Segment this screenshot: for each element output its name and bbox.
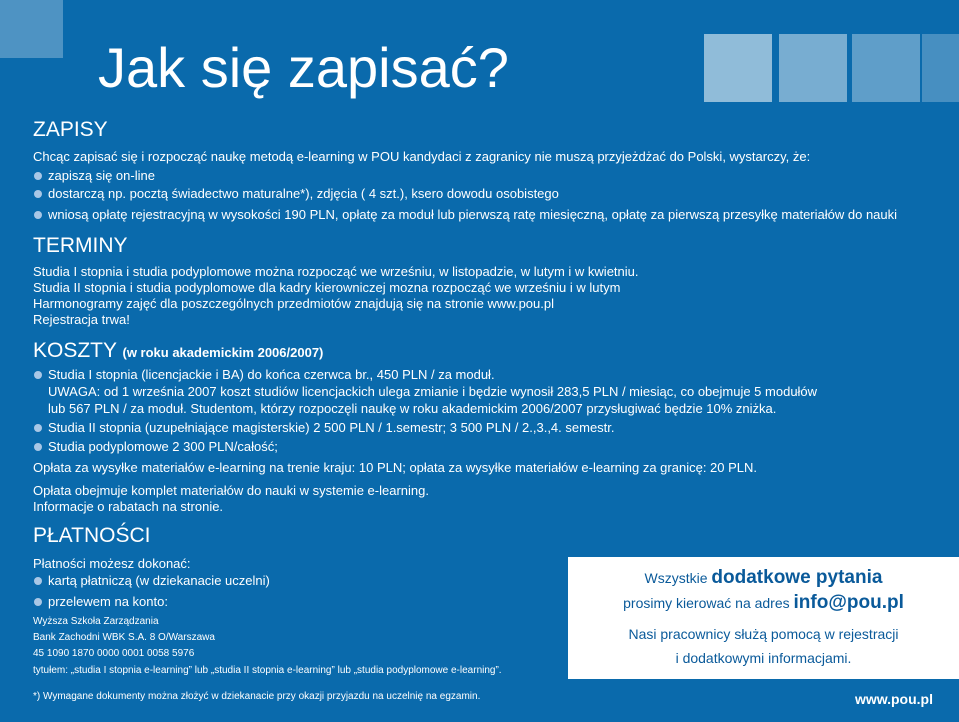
bullet-icon bbox=[34, 190, 42, 198]
page-title: Jak się zapisać? bbox=[98, 36, 509, 99]
contact-line-3: Nasi pracownicy służą pomocą w rejestracji bbox=[628, 626, 899, 642]
website-link[interactable]: www.pou.pl bbox=[854, 691, 933, 707]
bank-branch: Bank Zachodni WBK S.A. 8 O/Warszawa bbox=[33, 632, 215, 643]
bullet-icon bbox=[34, 371, 42, 379]
contact-line-1 bbox=[568, 567, 959, 589]
terminy-line-1: Studia I stopnia i studia podyplomowe można rozpocząć we wrześniu, w listopadzie, w lutym i w kwietniu. bbox=[33, 264, 639, 279]
terminy-line-2: Studia II stopnia i studia podyplomowe dla kadry kierowniczej mozna rozpocząć we wrześniu i w lutym bbox=[33, 280, 621, 295]
koszty-item-2: Studia II stopnia (uzupełniające magisterskie) 2 500 PLN / 1.semestr; 3 500 PLN / 2.,3.,4. semestr. bbox=[48, 420, 615, 435]
contact-line-2 bbox=[568, 592, 959, 614]
koszty-uwaga-1: UWAGA: od 1 września 2007 koszt studiów licencjackich ulega zmianie i będzie wynosił 283,5 PLN / miesiąc, co obejmuje 5 modułów bbox=[48, 384, 818, 399]
contact-info-box bbox=[568, 557, 959, 679]
bank-name: Wyższa Szkoła Zarządzania bbox=[33, 616, 159, 627]
terminy-line-3: Harmonogramy zajęć dla poszczególnych przedmiotów znajdują się na stronie www.pou.pl bbox=[33, 296, 554, 311]
koszty-item-3: Studia podyplomowe 2 300 PLN/całość; bbox=[48, 439, 278, 454]
bullet-icon bbox=[34, 598, 42, 606]
terminy-line-4: Rejestracja trwa! bbox=[33, 312, 130, 327]
contact-line-1-emphasis: dodatkowe pytania bbox=[711, 567, 883, 588]
bullet-icon bbox=[34, 443, 42, 451]
zapisy-item-2: dostarczą np. pocztą świadectwo maturalne*), zdjęcia ( 4 szt.), ksero dowodu osobistego bbox=[48, 186, 559, 201]
header-square-decoration-2 bbox=[779, 34, 847, 102]
koszty-heading-text: KOSZTY bbox=[33, 339, 117, 362]
corner-square-decoration bbox=[0, 0, 63, 58]
header-square-decoration-4 bbox=[922, 34, 959, 102]
platnosci-item-2: przelewem na konto: bbox=[48, 594, 168, 609]
terminy-heading: TERMINY bbox=[33, 234, 128, 257]
bullet-icon bbox=[34, 211, 42, 219]
koszty-subheading: (w roku akademickim 2006/2007) bbox=[122, 345, 324, 360]
platnosci-heading: PŁATNOŚCI bbox=[33, 524, 151, 547]
bullet-icon bbox=[34, 577, 42, 585]
koszty-komplet: Opłata obejmuje komplet materiałów do nauki w systemie e-learning. bbox=[33, 483, 429, 498]
platnosci-intro: Płatności możesz dokonać: bbox=[33, 556, 191, 571]
koszty-oplata: Opłata za wysyłke materiałów e-learning na trenie kraju: 10 PLN; opłata za wysyłke materiałów e-learning za granicę: 20 PLN. bbox=[33, 460, 758, 475]
zapisy-heading: ZAPISY bbox=[33, 118, 108, 141]
contact-line-1-text: Wszystkie bbox=[644, 570, 712, 586]
zapisy-item-3: wniosą opłatę rejestracyjną w wysokości 190 PLN, opłatę za moduł lub pierwszą ratę miesięczną, opłatę za pierwszą przesyłkę materiałów do nauki bbox=[48, 207, 898, 222]
bullet-icon bbox=[34, 424, 42, 432]
header-square-decoration-1 bbox=[704, 34, 772, 102]
contact-line-4: i dodatkowymi informacjami. bbox=[675, 650, 852, 666]
zapisy-intro: Chcąc zapisać się i rozpocząć naukę metodą e-learning w POU kandydaci z zagranicy nie muszą przyjeżdżać do Polski, wystarczy, że: bbox=[33, 149, 811, 164]
koszty-heading bbox=[33, 339, 323, 365]
contact-line-2-text: prosimy kierować na adres bbox=[623, 595, 794, 611]
header-square-decoration-3 bbox=[852, 34, 920, 102]
footnote: *) Wymagane dokumenty można złożyć w dziekanacie przy okazji przyjazdu na uczelnię na egzamin. bbox=[33, 691, 481, 702]
bank-account-number: 45 1090 1870 0000 0001 0058 5976 bbox=[33, 648, 195, 659]
koszty-uwaga-2: lub 567 PLN / za moduł. Studentom, którzy rozpoczęli naukę w roku akademickim 2006/2007 przysługiwać będzie 10% zniżka. bbox=[48, 401, 777, 416]
koszty-rabaty: Informacje o rabatach na stronie. bbox=[33, 499, 224, 514]
bullet-icon bbox=[34, 172, 42, 180]
platnosci-item-1: kartą płatniczą (w dziekanacie uczelni) bbox=[48, 573, 270, 588]
zapisy-item-1: zapiszą się on-line bbox=[48, 168, 155, 183]
contact-email-link[interactable]: info@pou.pl bbox=[793, 592, 904, 613]
transfer-title: tytułem: „studia I stopnia e-learning” lub „studia II stopnia e-learning” lub „studia podyplomowe e-learning”. bbox=[33, 665, 502, 676]
koszty-item-1: Studia I stopnia (licencjackie i BA) do końca czerwca br., 450 PLN / za moduł. bbox=[48, 367, 495, 382]
